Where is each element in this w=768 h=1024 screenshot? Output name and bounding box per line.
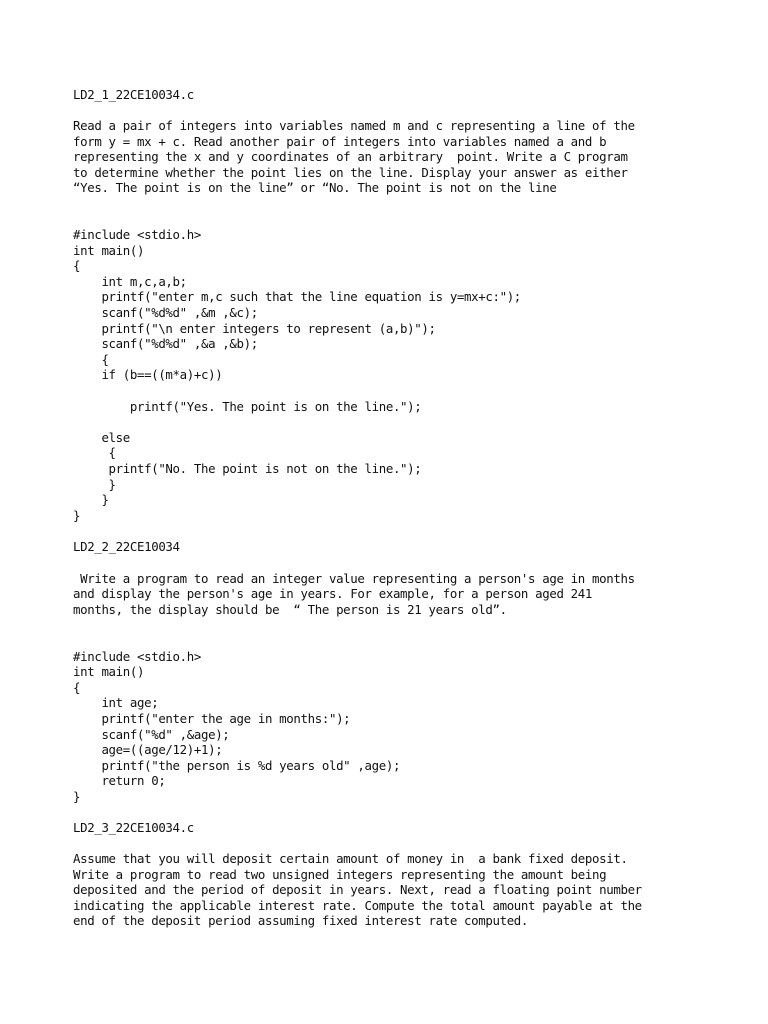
section-2-code-line: printf("the person is %d years old" ,age); — [73, 757, 401, 773]
section-2-code-line: } — [73, 788, 81, 804]
section-2-description-line: months, the display should be “ The person is 21 years old”. — [73, 601, 507, 617]
section-2-code-line: #include <stdio.h> — [73, 648, 201, 664]
section-2-heading: LD2_2_22CE10034 — [73, 539, 180, 554]
section-2-code-line: int age; — [73, 695, 159, 711]
section-1-code-line: { — [73, 351, 109, 367]
section-3-description-line: Assume that you will deposit certain amount of money in a bank fixed deposit. — [73, 851, 628, 866]
section-3-description-line: end of the deposit period assuming fixed interest rate computed. — [73, 913, 529, 929]
section-1-code-line: if (b==((m*a)+c)) — [73, 367, 223, 383]
section-3-heading: LD2_3_22CE10034.c — [73, 820, 194, 835]
section-1-code-line: scanf("%d%d" ,&a ,&b); — [73, 336, 258, 352]
section-1-code-line: { — [73, 445, 116, 461]
section-2-code-line: return 0; — [73, 773, 166, 789]
section-2-description-line: and display the person's age in years. For example, for a person aged 241 — [73, 586, 593, 602]
section-2-code-line: printf("enter the age in months:"); — [73, 710, 351, 726]
section-1-code-line: printf("No. The point is not on the line."); — [73, 461, 422, 476]
section-1-code-line: printf("Yes. The point is on the line."); — [73, 398, 422, 414]
section-1-code-line: printf("enter m,c such that the line equation is y=mx+c:"); — [73, 289, 521, 305]
section-1-code-line: { — [73, 258, 81, 274]
section-2-code-line: { — [73, 679, 81, 695]
section-2-code-line: age=((age/12)+1); — [73, 742, 223, 758]
section-1-code-line: scanf("%d%d" ,&m ,&c); — [73, 305, 258, 320]
section-2-code-line: scanf("%d" ,&age); — [73, 726, 230, 742]
section-1-description-line: Read a pair of integers into variables named m and c representing a line of the — [73, 118, 635, 133]
section-1-description-line: “Yes. The point is on the line” or “No. The point is not on the line — [73, 180, 557, 196]
section-3-description-line: deposited and the period of deposit in years. Next, read a floating point number — [73, 882, 642, 898]
section-1-code-line: printf("\n enter integers to represent (a,b)"); — [73, 320, 436, 336]
section-1-code-line: int main() — [73, 242, 145, 258]
section-1-code-line: #include <stdio.h> — [73, 227, 201, 242]
section-1-heading: LD2_1_22CE10034.c — [73, 87, 194, 102]
section-3-description-line: indicating the applicable interest rate. Compute the total amount payable at the — [73, 897, 642, 913]
section-1-description-line: form y = mx + c. Read another pair of integers into variables named a and b — [73, 133, 607, 149]
section-1-code-line: } — [73, 492, 109, 508]
section-1-description-line: representing the x and y coordinates of an arbitrary point. Write a C program — [73, 149, 628, 165]
section-2-description-line: Write a program to read an integer value representing a person's age in months — [73, 570, 635, 586]
section-1-code-line: int m,c,a,b; — [73, 273, 187, 289]
section-3-description-line: Write a program to read two unsigned integers representing the amount being — [73, 866, 607, 882]
section-1-code-line: } — [73, 476, 116, 492]
section-1-code-line: else — [73, 429, 130, 445]
section-1-code-line: } — [73, 507, 81, 523]
section-2-code-line: int main() — [73, 664, 145, 680]
section-1-description-line: to determine whether the point lies on the line. Display your answer as either — [73, 164, 628, 180]
